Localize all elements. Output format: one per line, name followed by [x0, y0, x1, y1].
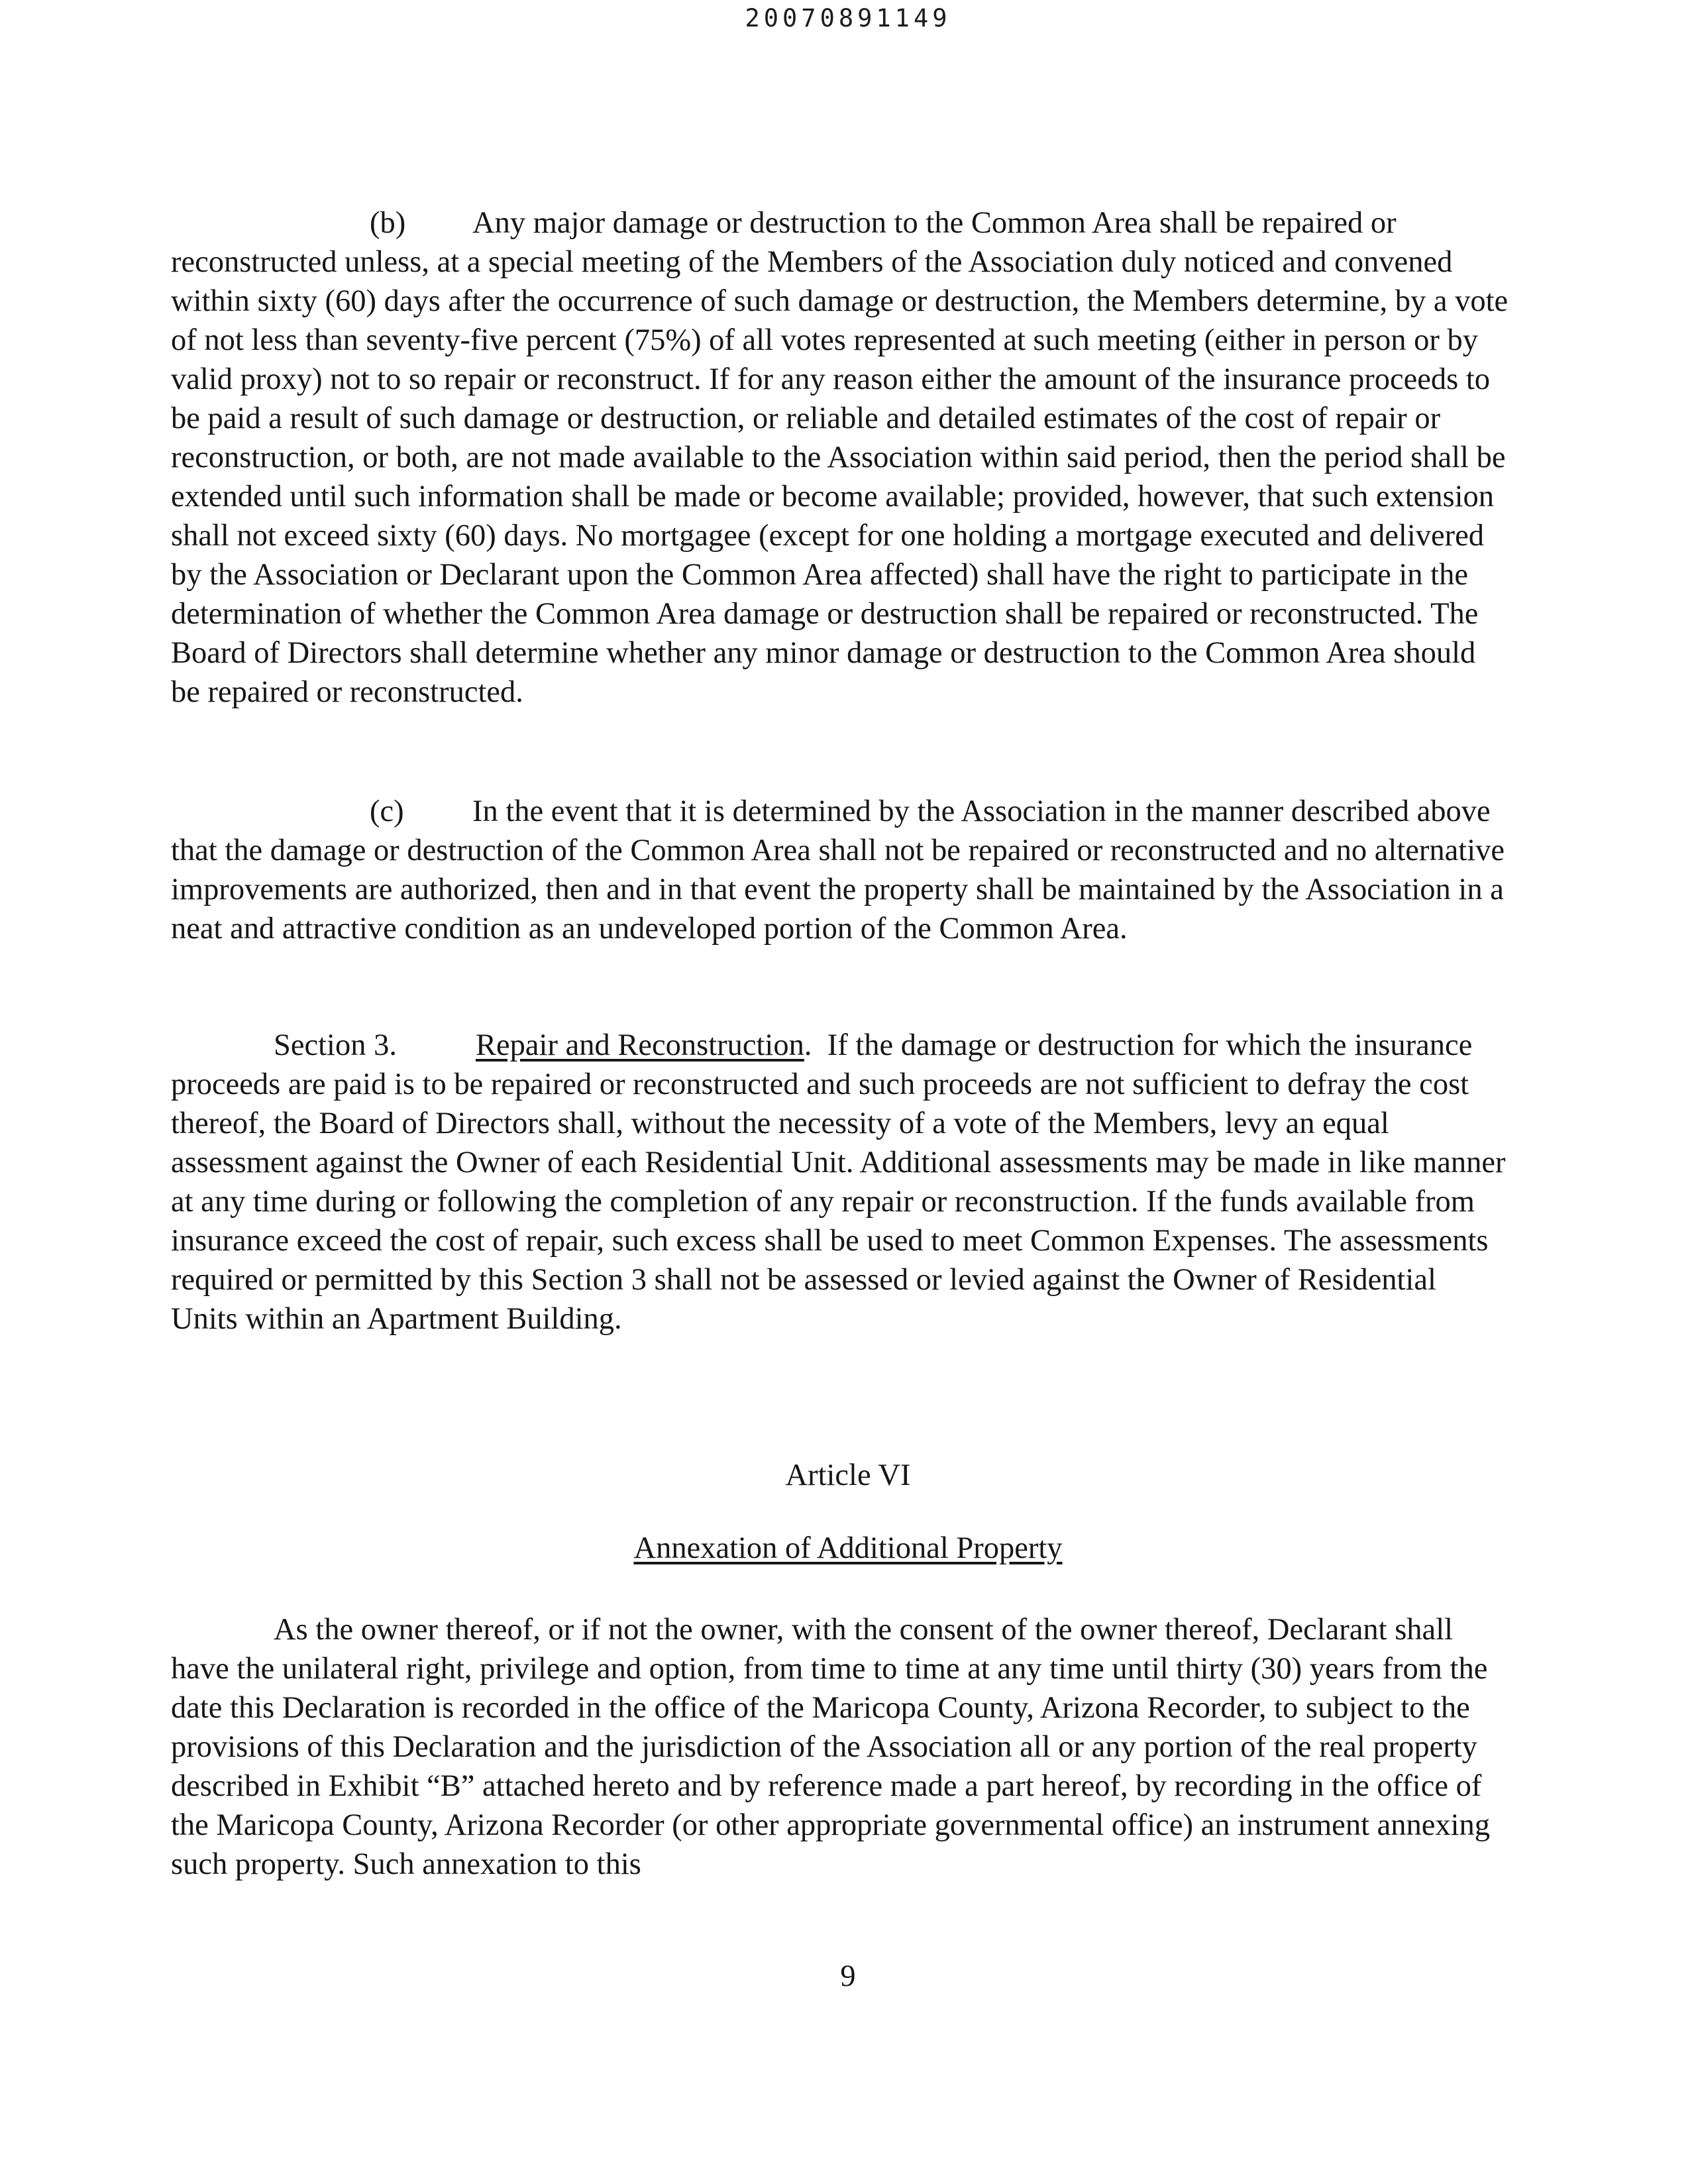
paragraph-b-label: (b): [370, 206, 406, 240]
section-3-title-punct: .: [804, 1028, 812, 1062]
article-title: Annexation of Additional Property: [633, 1531, 1063, 1565]
paragraph-c-text: In the event that it is determined by the Association in the manner described above that the damage or destruction of the Common Area shall not be repaired or reconstructed and no alternative improvements are authorized, then and in that event the property shall be maintained by the Association in a neat and attractive condition as an undeveloped portion of the Common Area.: [171, 794, 1505, 946]
page-number: 9: [840, 1959, 856, 1993]
section-3-label: Section 3.: [274, 1028, 397, 1062]
article-paragraph: [171, 1610, 1509, 1884]
article-paragraph-text: As the owner thereof, or if not the owner, with the consent of the owner thereof, Declarant shall have the unilateral right, privilege and option, from time to time at any time until thirty (30) years from the date this Declaration is recorded in the office of the Maricopa County, Arizona Recorder, to subject to the provisions of this Declaration and the jurisdiction of the Association all or any portion of the real property described in Exhibit “B” attached hereto and by reference made a part hereof, by recording in the office of the Maricopa County, Arizona Recorder (or other appropriate governmental office) an instrument annexing such property. Such annexation to this: [171, 1613, 1491, 1881]
section-3: [171, 1026, 1509, 1338]
paragraph-b-text: Any major damage or destruction to the Common Area shall be repaired or reconstructed unless, at a special meeting of the Members of the Association duly noticed and convened within sixty (60) days after the occurrence of such damage or destruction, the Members determine, by a vote of not less than seventy-five percent (75%) of all votes represented at such meeting (either in person or by valid proxy) not to so repair or reconstruct. If for any reason either the amount of the insurance proceeds to be paid a result of such damage or destruction, or reliable and detailed estimates of the cost of repair or reconstruction, or both, are not made available to the Association within said period, then the period shall be extended until such information shall be made or become available; provided, however, that such extension shall not exceed sixty (60) days. No mortgagee (except for one holding a mortgage executed and delivered by the Association or Declarant upon the Common Area affected) shall have the right to participate in the determination of whether the Common Area damage or destruction shall be repaired or reconstructed. The Board of Directors shall determine whether any minor damage or destruction to the Common Area should be repaired or reconstructed.: [171, 206, 1509, 709]
paragraph-b: [171, 203, 1509, 712]
section-3-title: Repair and Reconstruction: [476, 1028, 804, 1062]
recording-number: 20070891149: [745, 4, 951, 32]
section-3-text: If the damage or destruction for which the insurance proceeds are paid is to be repaired or reconstructed and such proceeds are not sufficient to defray the cost thereof, the Board of Directors shall, without the necessity of a vote of the Members, levy an equal assessment against the Owner of each Residential Unit. Additional assessments may be made in like manner at any time during or following the completion of any repair or reconstruction. If the funds available from insurance exceed the cost of repair, such excess shall be used to meet Common Expenses. The assessments required or permitted by this Section 3 shall not be assessed or levied against the Owner of Residential Units within an Apartment Building.: [171, 1028, 1506, 1336]
paragraph-c-label: (c): [370, 794, 404, 828]
article-number: Article VI: [785, 1458, 911, 1492]
paragraph-c: [171, 792, 1509, 948]
